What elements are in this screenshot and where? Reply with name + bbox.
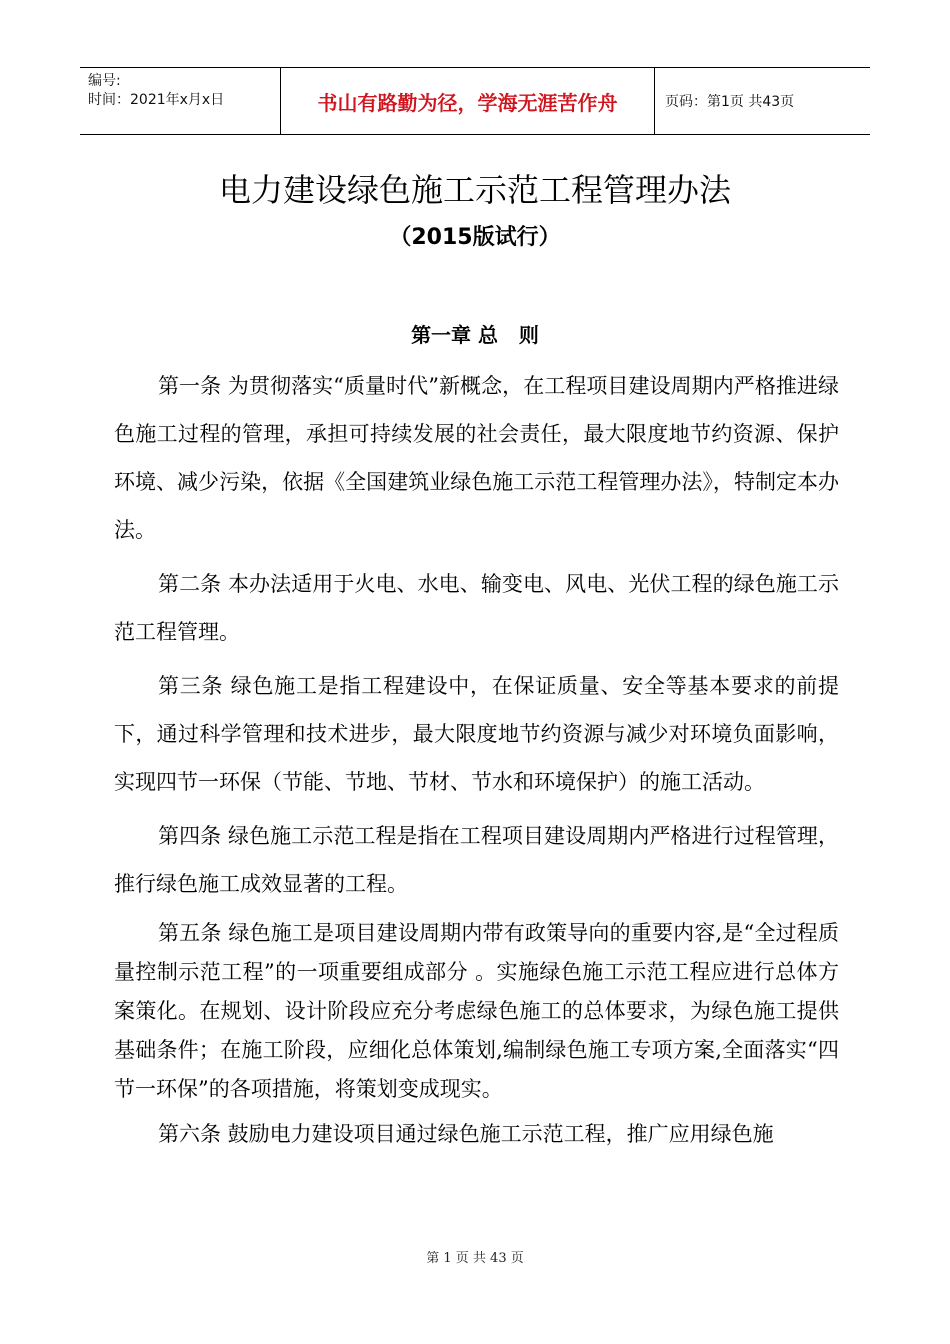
document-subtitle: （2015版试行） <box>389 225 561 250</box>
article-6: 第六条 鼓励电力建设项目通过绿色施工示范工程，推广应用绿色施 <box>158 1122 774 1146</box>
document-title: 电力建设绿色施工示范工程管理办法 <box>218 171 731 209</box>
article-1: 第一条 为贯彻落实“质量时代”新概念，在工程项目建设周期内严格推进绿色施工过程的管理，承担可持续发展的社会责任，最大限度地节约资源、保护环境、减少污染，依据《全国建筑业绿色施工示范工程管理办法》，特制定本办法。 <box>114 374 839 542</box>
article-3: 第三条 绿色施工是指工程建设中，在保证质量、安全等基本要求的前提下，通过科学管理和技术进步，最大限度地节约资源与减少对环境负面影响，实现四节一环保（节能、节地、节材、节水和环境保护）的施工活动。 <box>114 674 839 794</box>
chapter-heading: 第一章 总 则 <box>411 323 539 347</box>
document-body <box>114 362 839 1160</box>
number-label: 编号: <box>88 73 121 89</box>
header-motto: 书山有路勤为径，学海无涯苦作舟 <box>280 68 655 134</box>
article-5: 第五条 绿色施工是项目建设周期内带有政策导向的重要内容,是“全过程质量控制示范工程”的一项重要组成部分 。实施绿色施工示范工程应进行总体方案策化。在规划、设计阶段应充分考虑绿色施工的总体要求，为绿色施工提供基础条件；在施工阶段，应细化总体策划,编制绿色施工专项方案,全面落实“四节一环保”的各项措施，将策划变成现实。 <box>114 921 839 1101</box>
page-header <box>80 67 870 135</box>
header-meta <box>80 68 280 134</box>
article-4: 第四条 绿色施工示范工程是指在工程项目建设周期内严格进行过程管理，推行绿色施工成效显著的工程。 <box>114 824 839 896</box>
article-2: 第二条 本办法适用于火电、水电、输变电、风电、光伏工程的绿色施工示范工程管理。 <box>114 572 839 644</box>
time-label: 时间：2021年x月x日 <box>88 92 225 108</box>
page-footer: 第 1 页 共 43 页 <box>426 1251 524 1266</box>
header-page-code: 页码：第1页 共43页 <box>665 94 795 110</box>
